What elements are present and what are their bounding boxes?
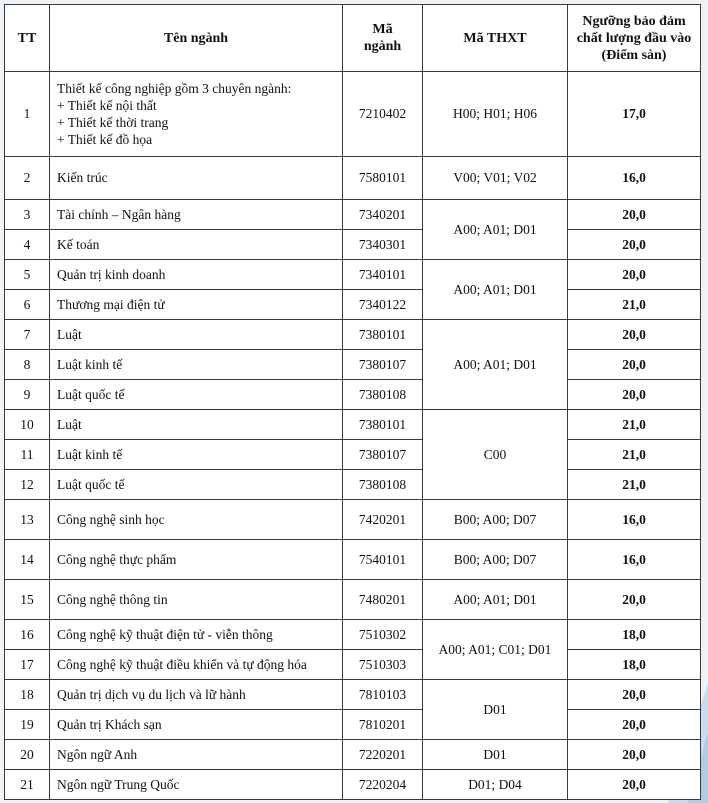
cell-tt: 8	[5, 350, 50, 380]
cell-diem-san: 16,0	[568, 540, 701, 580]
cell-ma-nganh: 7220201	[343, 740, 423, 770]
cell-name: Luật	[50, 320, 343, 350]
table-row	[5, 320, 701, 350]
cell-ma-thxt: C00	[423, 410, 568, 500]
cell-name: Quản trị dịch vụ du lịch và lữ hành	[50, 680, 343, 710]
header-nguong-line-1: Ngưỡng bảo đảm	[582, 13, 686, 29]
cell-tt: 6	[5, 290, 50, 320]
cell-ma-thxt: V00; V01; V02	[423, 157, 568, 200]
cell-tt: 21	[5, 770, 50, 800]
cell-ma-nganh: 7480201	[343, 580, 423, 620]
table-row	[5, 500, 701, 540]
cell-name-line: + Thiết kế nội thất	[57, 98, 157, 113]
cell-diem-san: 20,0	[568, 380, 701, 410]
cell-name: Luật quốc tế	[50, 380, 343, 410]
table-row	[5, 157, 701, 200]
cell-ma-nganh: 7220204	[343, 770, 423, 800]
cell-tt: 17	[5, 650, 50, 680]
cell-diem-san: 20,0	[568, 580, 701, 620]
cell-diem-san: 21,0	[568, 290, 701, 320]
cell-ma-nganh: 7380107	[343, 440, 423, 470]
cell-name: Luật kinh tế	[50, 350, 343, 380]
cell-ma-thxt: A00; A01; D01	[423, 200, 568, 260]
cell-ma-thxt: B00; A00; D07	[423, 540, 568, 580]
cell-diem-san: 21,0	[568, 410, 701, 440]
cell-name-line: + Thiết kế thời trang	[57, 115, 169, 130]
cell-ma-nganh: 7380101	[343, 320, 423, 350]
cell-name: Thương mại điện tử	[50, 290, 343, 320]
cell-name: Quản trị kinh doanh	[50, 260, 343, 290]
cell-diem-san: 20,0	[568, 680, 701, 710]
cell-tt: 11	[5, 440, 50, 470]
cell-tt: 20	[5, 740, 50, 770]
cell-name: Ngôn ngữ Anh	[50, 740, 343, 770]
cell-name	[50, 72, 343, 157]
table-row	[5, 350, 701, 380]
cell-ma-nganh: 7380108	[343, 470, 423, 500]
cell-ma-thxt: A00; A01; C01; D01	[423, 620, 568, 680]
cell-ma-nganh: 7340101	[343, 260, 423, 290]
header-ma-thxt: Mã THXT	[423, 5, 568, 72]
cell-ma-nganh: 7210402	[343, 72, 423, 157]
cell-diem-san: 20,0	[568, 710, 701, 740]
cell-tt: 18	[5, 680, 50, 710]
cell-name: Công nghệ kỹ thuật điện tử - viễn thông	[50, 620, 343, 650]
cell-diem-san: 20,0	[568, 260, 701, 290]
cell-ma-nganh: 7340122	[343, 290, 423, 320]
cell-ma-nganh: 7540101	[343, 540, 423, 580]
cell-ma-thxt: H00; H01; H06	[423, 72, 568, 157]
cell-diem-san: 20,0	[568, 230, 701, 260]
cell-ma-nganh: 7420201	[343, 500, 423, 540]
cell-ma-nganh: 7580101	[343, 157, 423, 200]
table-row	[5, 650, 701, 680]
table-row	[5, 620, 701, 650]
cell-ma-nganh: 7510303	[343, 650, 423, 680]
cell-tt: 2	[5, 157, 50, 200]
cell-name: Luật kinh tế	[50, 440, 343, 470]
table-row	[5, 540, 701, 580]
cell-diem-san: 20,0	[568, 320, 701, 350]
cell-diem-san: 21,0	[568, 440, 701, 470]
table-row	[5, 770, 701, 800]
cell-ma-thxt: A00; A01; D01	[423, 580, 568, 620]
table-row	[5, 680, 701, 710]
admission-threshold-table	[4, 4, 701, 800]
header-nguong	[568, 5, 701, 72]
cell-tt: 15	[5, 580, 50, 620]
cell-tt: 9	[5, 380, 50, 410]
cell-name: Công nghệ thực phẩm	[50, 540, 343, 580]
table-row	[5, 290, 701, 320]
cell-ma-nganh: 7380108	[343, 380, 423, 410]
table-row	[5, 380, 701, 410]
table-row	[5, 580, 701, 620]
cell-tt: 5	[5, 260, 50, 290]
cell-ma-thxt: A00; A01; D01	[423, 260, 568, 320]
cell-tt: 1	[5, 72, 50, 157]
header-row	[5, 5, 701, 72]
cell-name: Luật quốc tế	[50, 470, 343, 500]
cell-ma-nganh: 7340301	[343, 230, 423, 260]
cell-name: Công nghệ thông tin	[50, 580, 343, 620]
cell-name: Công nghệ kỹ thuật điều khiển và tự động hóa	[50, 650, 343, 680]
cell-tt: 10	[5, 410, 50, 440]
table-row	[5, 740, 701, 770]
cell-diem-san: 16,0	[568, 157, 701, 200]
cell-diem-san: 21,0	[568, 470, 701, 500]
header-ma-nganh-line-1: Mã	[372, 22, 393, 37]
cell-tt: 12	[5, 470, 50, 500]
table-row	[5, 230, 701, 260]
cell-tt: 4	[5, 230, 50, 260]
cell-tt: 19	[5, 710, 50, 740]
cell-ma-nganh: 7510302	[343, 620, 423, 650]
header-nguong-line-2: chất lượng đầu vào	[576, 30, 692, 46]
cell-name: Quản trị Khách sạn	[50, 710, 343, 740]
table-row	[5, 710, 701, 740]
cell-diem-san: 18,0	[568, 650, 701, 680]
table-row	[5, 410, 701, 440]
cell-ma-thxt: B00; A00; D07	[423, 500, 568, 540]
header-ten-nganh: Tên ngành	[50, 5, 343, 72]
cell-name-line: + Thiết kế đồ họa	[57, 132, 153, 147]
cell-tt: 16	[5, 620, 50, 650]
cell-tt: 13	[5, 500, 50, 540]
cell-name-line: Thiết kế công nghiệp gồm 3 chuyên ngành:	[57, 81, 292, 96]
table-row	[5, 470, 701, 500]
cell-diem-san: 20,0	[568, 200, 701, 230]
header-ma-nganh	[343, 5, 423, 72]
cell-diem-san: 20,0	[568, 740, 701, 770]
cell-name: Kiến trúc	[50, 157, 343, 200]
cell-diem-san: 20,0	[568, 350, 701, 380]
cell-tt: 7	[5, 320, 50, 350]
table-row	[5, 200, 701, 230]
cell-name: Ngôn ngữ Trung Quốc	[50, 770, 343, 800]
cell-ma-thxt: D01; D04	[423, 770, 568, 800]
cell-ma-nganh: 7810201	[343, 710, 423, 740]
cell-ma-thxt: D01	[423, 680, 568, 740]
cell-ma-nganh: 7810103	[343, 680, 423, 710]
table-row	[5, 440, 701, 470]
header-tt: TT	[5, 5, 50, 72]
cell-diem-san: 20,0	[568, 770, 701, 800]
cell-tt: 3	[5, 200, 50, 230]
cell-tt: 14	[5, 540, 50, 580]
cell-name: Tài chính – Ngân hàng	[50, 200, 343, 230]
table-row	[5, 72, 701, 157]
cell-diem-san: 17,0	[568, 72, 701, 157]
header-nguong-line-3: (Điểm sàn)	[601, 47, 667, 63]
table-row	[5, 260, 701, 290]
cell-name: Luật	[50, 410, 343, 440]
cell-ma-thxt: A00; A01; D01	[423, 320, 568, 410]
header-ma-nganh-line-2: ngành	[363, 39, 402, 54]
cell-ma-nganh: 7380101	[343, 410, 423, 440]
cell-ma-nganh: 7340201	[343, 200, 423, 230]
cell-diem-san: 16,0	[568, 500, 701, 540]
cell-name: Kế toán	[50, 230, 343, 260]
cell-ma-thxt: D01	[423, 740, 568, 770]
cell-ma-nganh: 7380107	[343, 350, 423, 380]
cell-name: Công nghệ sinh học	[50, 500, 343, 540]
cell-diem-san: 18,0	[568, 620, 701, 650]
